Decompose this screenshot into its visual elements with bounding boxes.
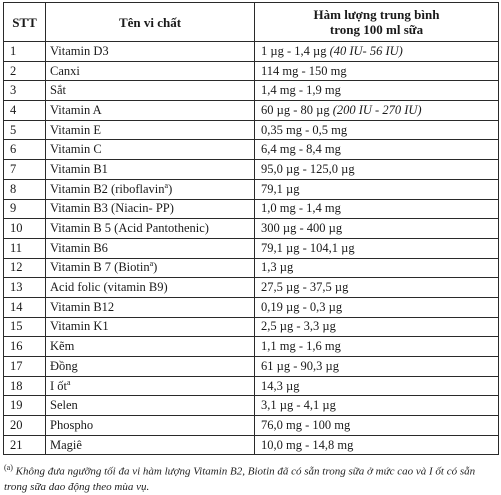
table-header-row [4, 3, 499, 42]
row-nutrient-name [46, 238, 255, 258]
nutrient-name-text: Vitamin B 5 (Acid Pantothenic) [50, 221, 209, 236]
nutrient-name-text: Canxi [50, 63, 80, 78]
row-content-value [255, 219, 499, 239]
row-stt: 20 [4, 416, 46, 436]
row-stt: 1 [4, 42, 46, 62]
nutrient-name-tail: ) [153, 260, 158, 275]
table-row [4, 199, 499, 219]
value-text: 1 µg - 1,4 µg [261, 43, 327, 58]
table-row [4, 337, 499, 357]
row-content-value [255, 42, 499, 62]
row-stt: 18 [4, 376, 46, 396]
nutrient-name-text: I ốt [50, 378, 68, 393]
table-row [4, 140, 499, 160]
row-nutrient-name [46, 357, 255, 377]
table-row [4, 179, 499, 199]
value-text: 79,1 µg - 104,1 µg [261, 240, 355, 255]
table-row [4, 435, 499, 455]
row-nutrient-name [46, 42, 255, 62]
value-iu-note: (40 IU- 56 IU) [329, 43, 403, 58]
row-content-value [255, 160, 499, 180]
row-stt: 19 [4, 396, 46, 416]
row-stt: 3 [4, 81, 46, 101]
row-nutrient-name [46, 317, 255, 337]
value-text: 14,3 µg [261, 378, 300, 393]
nutrient-name-tail: ) [168, 181, 173, 196]
row-stt: 4 [4, 101, 46, 121]
row-content-value [255, 120, 499, 140]
row-nutrient-name [46, 376, 255, 396]
row-content-value [255, 258, 499, 278]
value-text: 60 µg - 80 µg [261, 102, 330, 117]
row-nutrient-name [46, 179, 255, 199]
footnote [3, 460, 498, 495]
nutrient-document [3, 2, 498, 495]
value-text: 300 µg - 400 µg [261, 221, 343, 236]
nutrient-name-text: Magiê [50, 437, 82, 452]
row-stt: 7 [4, 160, 46, 180]
row-content-value [255, 435, 499, 455]
footnote-marker: (a) [4, 463, 13, 473]
table-row [4, 238, 499, 258]
table-body [4, 42, 499, 455]
header-stt: STT [4, 3, 46, 42]
row-stt: 21 [4, 435, 46, 455]
row-stt: 11 [4, 238, 46, 258]
table-row [4, 317, 499, 337]
nutrient-name-text: Vitamin K1 [50, 319, 109, 334]
value-text: 1,0 mg - 1,4 mg [261, 201, 341, 216]
row-stt: 2 [4, 61, 46, 81]
row-stt: 16 [4, 337, 46, 357]
table-row [4, 297, 499, 317]
row-content-value [255, 81, 499, 101]
header-content-line2: trong 100 ml sữa [329, 22, 424, 37]
header-content [255, 3, 499, 42]
nutrient-name-text: Sắt [50, 83, 66, 98]
nutrient-name-text: Vitamin A [50, 102, 102, 117]
value-text: 2,5 µg - 3,3 µg [261, 319, 336, 334]
nutrient-name-text: Vitamin B3 (Niacin- PP) [50, 201, 174, 216]
row-stt: 17 [4, 357, 46, 377]
row-content-value [255, 61, 499, 81]
value-text: 114 mg - 150 mg [261, 63, 347, 78]
table-row [4, 61, 499, 81]
nutrient-name-text: Đồng [50, 358, 78, 373]
nutrient-name-text: Vitamin B12 [50, 299, 115, 314]
value-text: 95,0 µg - 125,0 µg [261, 161, 355, 176]
table-row [4, 278, 499, 298]
row-content-value [255, 278, 499, 298]
value-text: 0,35 mg - 0,5 mg [261, 122, 348, 137]
row-content-value [255, 140, 499, 160]
value-iu-note: (200 IU - 270 IU) [332, 102, 422, 117]
header-content-line1: Hàm lượng trung bình [313, 7, 440, 22]
nutrient-name-text: Vitamin D3 [50, 43, 109, 58]
row-nutrient-name [46, 337, 255, 357]
row-content-value [255, 199, 499, 219]
row-stt: 12 [4, 258, 46, 278]
value-text: 10,0 mg - 14,8 mg [261, 437, 354, 452]
row-stt: 15 [4, 317, 46, 337]
footnote-ref: a [149, 259, 154, 269]
nutrient-name-text: Vitamin B6 [50, 240, 108, 255]
table-row [4, 416, 499, 436]
row-nutrient-name [46, 120, 255, 140]
row-content-value [255, 238, 499, 258]
table-row [4, 258, 499, 278]
row-content-value [255, 297, 499, 317]
nutrient-name-text: Vitamin B1 [50, 161, 108, 176]
value-text: 76,0 mg - 100 mg [261, 417, 351, 432]
table-row [4, 101, 499, 121]
value-text: 79,1 µg [261, 181, 300, 196]
row-nutrient-name [46, 258, 255, 278]
row-nutrient-name [46, 81, 255, 101]
row-nutrient-name [46, 160, 255, 180]
nutrient-name-text: Vitamin E [50, 122, 101, 137]
table-row [4, 396, 499, 416]
row-content-value [255, 416, 499, 436]
table-row [4, 219, 499, 239]
row-content-value [255, 337, 499, 357]
nutrient-name-text: Kẽm [50, 339, 75, 354]
value-text: 0,19 µg - 0,3 µg [261, 299, 343, 314]
nutrient-name-text: Vitamin C [50, 142, 102, 157]
table-row [4, 120, 499, 140]
row-content-value [255, 357, 499, 377]
footnote-text: Không đưa ngưỡng tối đa vi hàm lượng Vitamin B2, Biotin đã có sẵn trong sữa ở mức cao và I ốt có sẵn trong sữa dao động theo mùa vụ. [4, 466, 476, 494]
nutrient-name-text: Selen [50, 398, 78, 413]
nutrient-name-text: Phospho [50, 417, 94, 432]
row-stt: 9 [4, 199, 46, 219]
table-row [4, 376, 499, 396]
row-nutrient-name [46, 416, 255, 436]
value-text: 3,1 µg - 4,1 µg [261, 398, 336, 413]
row-nutrient-name [46, 140, 255, 160]
table-row [4, 81, 499, 101]
value-text: 1,4 mg - 1,9 mg [261, 83, 341, 98]
row-stt: 14 [4, 297, 46, 317]
row-nutrient-name [46, 278, 255, 298]
value-text: 6,4 mg - 8,4 mg [261, 142, 341, 157]
nutrient-name-text: Vitamin B2 (riboflavin [50, 181, 165, 196]
row-content-value [255, 376, 499, 396]
row-stt: 13 [4, 278, 46, 298]
header-name: Tên vi chất [46, 3, 255, 42]
row-stt: 6 [4, 140, 46, 160]
footnote-ref: a [164, 180, 169, 190]
row-stt: 5 [4, 120, 46, 140]
row-stt: 10 [4, 219, 46, 239]
row-nutrient-name [46, 61, 255, 81]
nutrient-table [3, 2, 499, 455]
value-text: 1,1 mg - 1,6 mg [261, 339, 341, 354]
nutrient-name-text: Vitamin B 7 (Biotin [50, 260, 150, 275]
footnote-ref: a [67, 377, 71, 387]
table-row [4, 42, 499, 62]
row-nutrient-name [46, 101, 255, 121]
row-content-value [255, 101, 499, 121]
row-nutrient-name [46, 219, 255, 239]
table-row [4, 160, 499, 180]
value-text: 61 µg - 90,3 µg [261, 358, 339, 373]
table-row [4, 357, 499, 377]
nutrient-name-text: Acid folic (vitamin B9) [50, 280, 168, 295]
row-content-value [255, 317, 499, 337]
row-content-value [255, 179, 499, 199]
value-text: 27,5 µg - 37,5 µg [261, 280, 349, 295]
row-nutrient-name [46, 396, 255, 416]
row-nutrient-name [46, 199, 255, 219]
row-stt: 8 [4, 179, 46, 199]
row-nutrient-name [46, 297, 255, 317]
row-content-value [255, 396, 499, 416]
value-text: 1,3 µg [261, 260, 294, 275]
row-nutrient-name [46, 435, 255, 455]
